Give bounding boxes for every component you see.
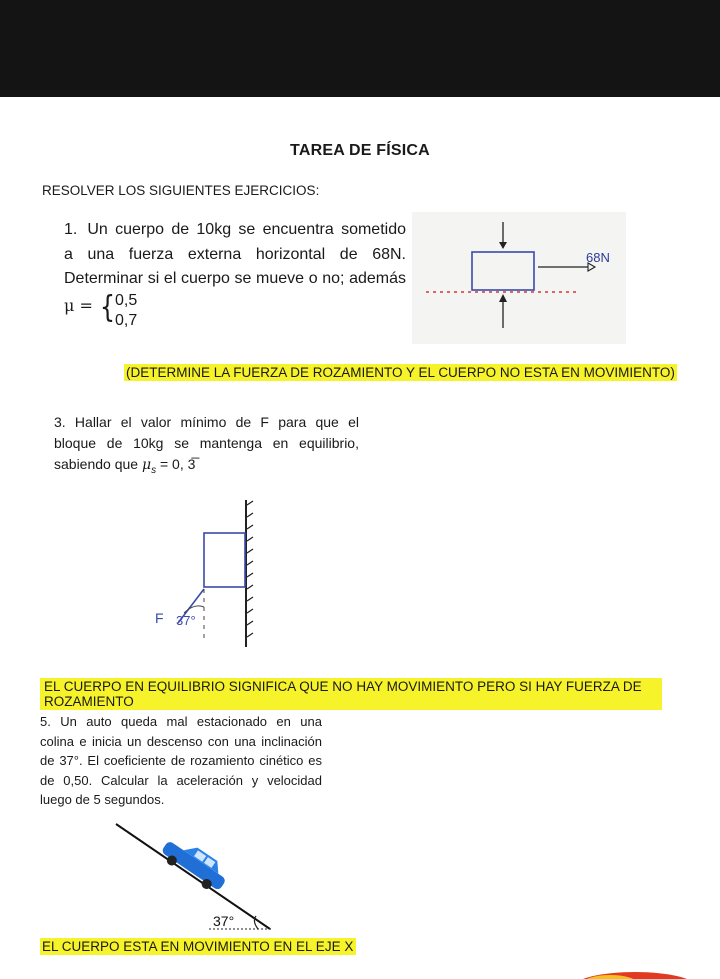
diagram-3-angle-label: 37° bbox=[176, 613, 196, 628]
problem-1-diagram bbox=[412, 212, 626, 344]
mu-symbol: μ = bbox=[64, 296, 93, 315]
wall-hatching bbox=[247, 501, 253, 637]
problem-3-text bbox=[54, 412, 359, 481]
problem-5-line-4: de 0,50. Calcular la aceleración y velocidad bbox=[40, 772, 322, 788]
mu-s-symbol: μ bbox=[141, 457, 152, 473]
diagram-3-force-label: F bbox=[155, 610, 164, 626]
problem-3-diagram bbox=[150, 495, 270, 655]
problem-1-answer: (DETERMINE LA FUERZA DE ROZAMIENTO Y EL CUERPO NO ESTA EN MOVIMIENTO) bbox=[126, 365, 675, 380]
instructions-heading: RESOLVER LOS SIGUIENTES EJERCICIOS: bbox=[42, 183, 320, 198]
problem-5-answer: EL CUERPO ESTA EN MOVIMIENTO EN EL EJE X bbox=[40, 938, 356, 955]
problem-1-number: 1. bbox=[64, 221, 78, 238]
problem-1-text bbox=[64, 218, 406, 292]
problem-3-line-1: 3. Hallar el valor mínimo de F para que el bbox=[54, 414, 359, 430]
angle-arc-icon bbox=[254, 916, 258, 929]
problem-3-line-2: bloque de 10kg se mantenga en equilibrio, bbox=[54, 435, 359, 451]
mu-kinetic-value: 0,7 bbox=[115, 312, 138, 329]
problem-5-line-2: colina e inicia un descenso con una inclinación bbox=[40, 733, 322, 749]
mu-s-value: = 0, 3̅ bbox=[159, 456, 196, 472]
problem-5-text bbox=[40, 712, 322, 810]
brace-icon: { bbox=[99, 290, 116, 325]
problem-1-line-1-text: Un cuerpo de 10kg se encuentra sometido bbox=[87, 221, 406, 238]
top-bar bbox=[0, 0, 720, 97]
problem-5-line-3: de 37°. El coeficiente de rozamiento cinético es bbox=[40, 753, 322, 768]
mu-static-value: 0,5 bbox=[115, 292, 138, 309]
friction-coefficients bbox=[64, 290, 138, 329]
corner-decoration bbox=[560, 962, 690, 979]
diagram-force-label: 68N bbox=[586, 250, 610, 265]
problem-3-line-3 bbox=[54, 454, 359, 481]
car-icon bbox=[157, 832, 232, 896]
page-title: TAREA DE FÍSICA bbox=[290, 142, 430, 159]
incline-slope bbox=[116, 824, 270, 929]
problem-1-line-3: Determinar si el cuerpo se mueve o no; además bbox=[64, 270, 406, 287]
problem-5-diagram bbox=[112, 820, 292, 935]
mu-s-subscript: s bbox=[151, 464, 157, 476]
problem-3-answer: EL CUERPO EN EQUILIBRIO SIGNIFICA QUE NO HAY MOVIMIENTO PERO SI HAY FUERZA DE ROZAMIENTO bbox=[40, 678, 662, 710]
problem-1-line-2: a una fuerza externa horizontal de 68N. bbox=[64, 245, 406, 263]
diagram-5-angle-label: 37° bbox=[213, 913, 235, 929]
problem-5-line-1: 5. Un auto queda mal estacionado en una bbox=[40, 714, 322, 729]
problem-5-line-5: luego de 5 segundos. bbox=[40, 792, 165, 807]
problem-3-line-3-text: sabiendo que bbox=[54, 456, 139, 472]
diagram-1-background bbox=[412, 212, 626, 344]
problem-1-line-1 bbox=[64, 218, 406, 243]
block-icon bbox=[204, 533, 245, 587]
